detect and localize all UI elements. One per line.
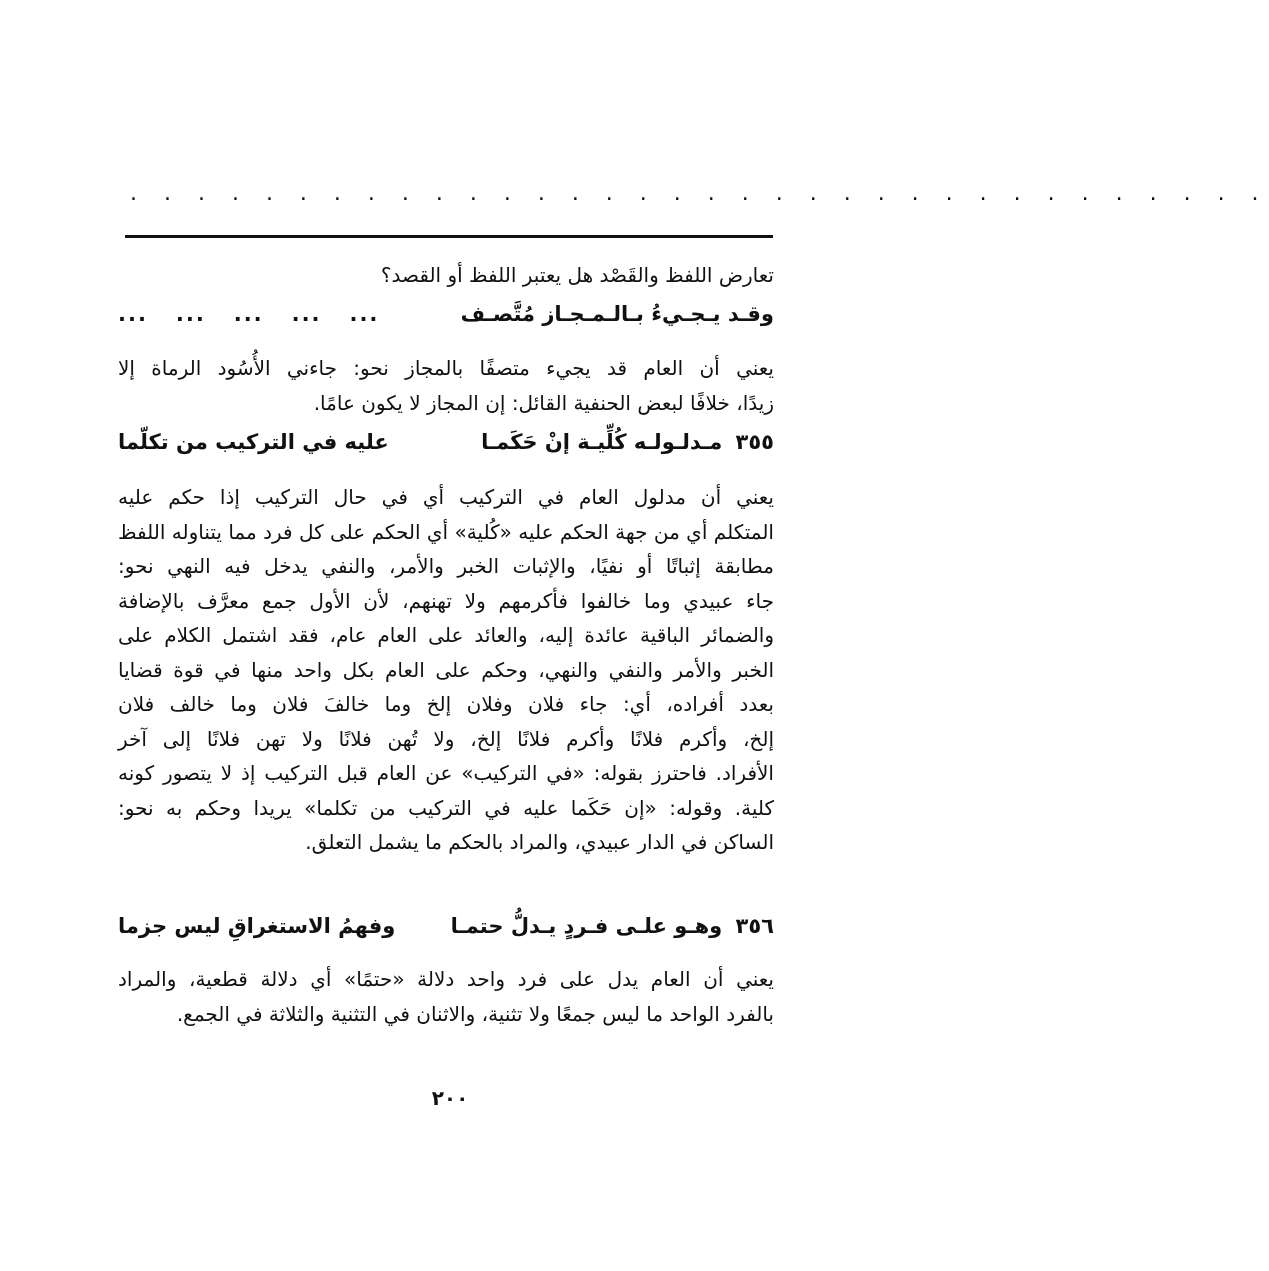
footnote-rule xyxy=(125,235,773,238)
paragraph-355 xyxy=(118,480,774,860)
verse-355-left: عليه في التركيب من تكلّما xyxy=(118,430,389,454)
paragraph-355-line: الخبر والأمر والنفي والنهي، وحكم على العام بكل واحد منها في قوة قضايا xyxy=(118,657,774,682)
paragraph-356-line: يعني أن العام يدل على فرد واحد دلالة «حتمًا» أي دلالة قطعية، والمراد xyxy=(118,967,774,991)
verse-355-first-hemistich xyxy=(481,424,774,460)
verse-356-right: وهـو علـى فـردٍ يـدلُّ حتمـا xyxy=(450,914,723,938)
intro-line: تعارض اللفظ والقَصْد هل يعتبر اللفظ أو القصد؟ xyxy=(380,263,774,287)
paragraph-355-line: كلية. وقوله: «إن حَكَما عليه في التركيب من تكلما» يريدا وحكم به نحو: xyxy=(118,795,774,820)
paragraph-354-line: زيدًا، خلافًا لبعض الحنفية القائل: إن المجاز لا يكون عامًا. xyxy=(313,390,774,415)
verse-356 xyxy=(118,908,774,944)
paragraph-355-line: والضمائر الباقية عائدة إليه، والعائد على العام عام، فقد اشتمل الكلام على xyxy=(118,623,774,647)
paragraph-355-line: مطابقة إثباتًا أو نفيًا، والإثبات الخبر والأمر، والنفي يدخل فيه النهي نحو: xyxy=(118,554,774,578)
paragraph-355-line: الساكن في الدار عبيدي، والمراد بالحكم ما يشمل التعلق. xyxy=(305,830,774,854)
verse-356-first-hemistich xyxy=(451,908,774,944)
verse-355 xyxy=(118,424,774,460)
paragraph-356 xyxy=(118,962,774,1031)
page-number: ٢٠٠ xyxy=(431,1086,469,1110)
paragraph-355-line: بعدد أفراده، أي: جاء فلان وفلان إلخ وما خالفَ فلان وما خالف فلان xyxy=(118,692,774,716)
paragraph-354-line: يعني أن العام قد يجيء متصفًا بالمجاز نحو: جاءني الأُسُود الرماة إلا xyxy=(118,356,774,380)
verse-354-right: وقـد يـجـيءُ بـالـمـجـاز مُتَّصـف xyxy=(460,302,774,326)
verse-354-first-hemistich xyxy=(454,296,774,332)
paragraph-355-line: يعني أن مدلول العام في التركيب أي في حال التركيب إذا حكم عليه xyxy=(118,485,774,509)
verse-356-left: وفهمُ الاستغراقِ ليس جزما xyxy=(118,914,396,938)
paragraph-356-line: بالفرد الواحد ما ليس جمعًا ولا تثنية، والاثنان في التثنية والثلاثة في الجمع. xyxy=(176,1001,774,1026)
dotted-separator: . . . . . . . . . . . . . . . . . . . . . . . . . . . . . . . . . . xyxy=(130,181,1269,206)
paragraph-355-line: إلخ، وأكرم فلانًا وأكرم فلانًا إلخ، ولا تُهن فلانًا ولا تهن فلانًا إلى آخر xyxy=(118,726,774,751)
verse-355-number: ٣٥٥ xyxy=(735,430,774,454)
verse-356-number: ٣٥٦ xyxy=(735,914,774,938)
verse-355-right: مـدلـولـه كُلِّيـة إنْ حَكَمـا xyxy=(481,430,723,454)
paragraph-354 xyxy=(118,351,774,420)
paragraph-355-line: جاء عبيدي وما خالفوا فأكرمهم ولا تهنهم، لأن الأول جمع معرَّف بالإضافة xyxy=(118,588,774,613)
verse-354 xyxy=(118,296,774,332)
paragraph-355-line: الأفراد. فاحترز بقوله: «في التركيب» عن العام قبل التركيب إذ لا يتصور كونه xyxy=(118,761,774,785)
verse-354-ellipsis: ... ... ... ... ... xyxy=(118,302,380,326)
paragraph-355-line: المتكلم أي من جهة الحكم عليه «كُلية» أي الحكم على كل فرد مما يتناوله اللفظ xyxy=(118,519,774,544)
